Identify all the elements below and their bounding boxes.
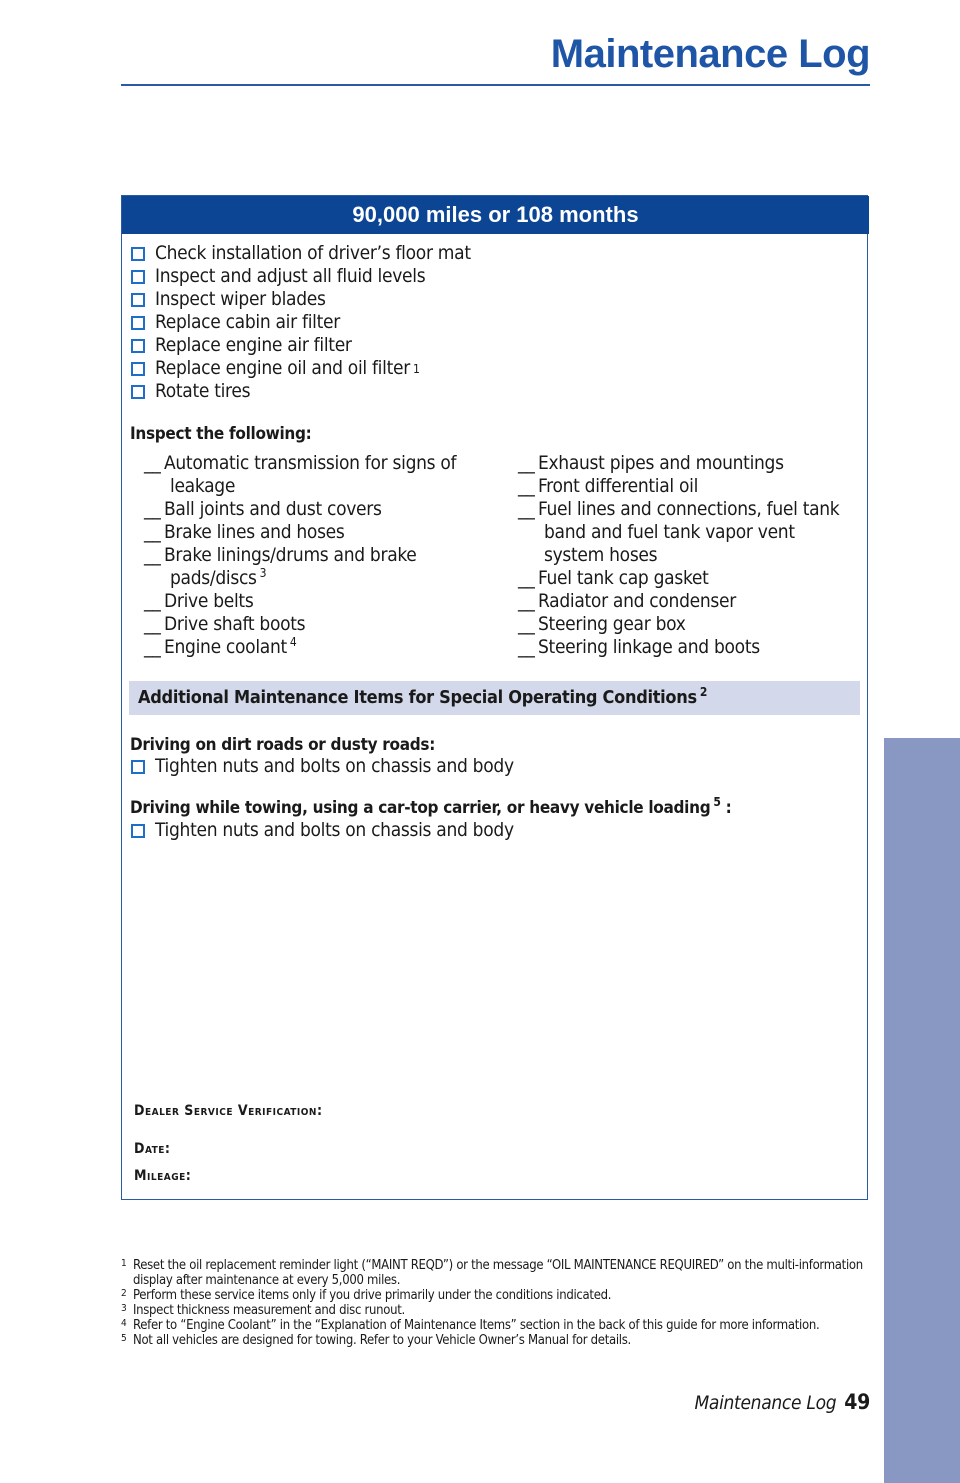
page-footer [694, 1390, 870, 1414]
inspect-item: __ Exhaust pipes and mountings [518, 452, 784, 474]
checkbox[interactable] [131, 824, 145, 838]
title-divider [121, 84, 870, 86]
inspect-item: __ Drive belts [144, 590, 254, 612]
inspect-item: __ Steering gear box [518, 613, 686, 635]
checkbox[interactable] [131, 293, 145, 307]
inspect-item: __ Ball joints and dust covers [144, 498, 382, 520]
dirt-roads-heading: Driving on dirt roads or dusty roads: [130, 735, 436, 755]
checkbox[interactable] [131, 362, 145, 376]
checklist-item: Replace cabin air filter [131, 311, 471, 334]
special-conditions-heading: Additional Maintenance Items for Special Operating Conditions $^2$ [129, 681, 860, 715]
checkbox[interactable] [131, 270, 145, 284]
inspect-item: __ Brake lines and hoses [144, 521, 345, 543]
page-number: 49 [844, 1390, 870, 1414]
checkbox[interactable] [131, 339, 145, 353]
inspect-item: __ Automatic transmission for signs of leakage [144, 452, 457, 497]
maintenance-log-box [121, 195, 868, 1200]
checklist-item: Replace engine air filter [131, 334, 471, 357]
dealer-verification-label: Dealer Service Verification: [134, 1103, 323, 1119]
date-label: Date: [134, 1141, 171, 1157]
checklist-item: Tighten nuts and bolts on chassis and body [131, 755, 514, 778]
checklist-item: Rotate tires [131, 380, 471, 403]
inspect-list-left [130, 452, 490, 659]
checklist-item: Replace engine oil and oil filter 1 [131, 357, 471, 380]
inspect-heading: Inspect the following: [130, 424, 312, 444]
footnotes [121, 1258, 866, 1348]
footnote: 1 Reset the oil replacement reminder light (“MAINT REQD”) or the message “OIL MAINTENANCE REQUIRED” on the multi-information display after maintenance at every 5,000 miles. [121, 1258, 863, 1288]
checklist-item: Tighten nuts and bolts on chassis and body [131, 819, 514, 842]
footnote: 3 Inspect thickness measurement and disc runout. [121, 1303, 405, 1318]
footnote-ref: 4 [289, 634, 297, 649]
mileage-label: Mileage: [134, 1168, 192, 1184]
inspect-item: __ Fuel lines and connections, fuel tank band and fuel tank vapor vent system hoses [518, 498, 840, 566]
inspect-item: __ Drive shaft boots [144, 613, 306, 635]
footnote: 2 Perform these service items only if you drive primarily under the conditions indicated. [121, 1288, 612, 1303]
interval-header: 90,000 miles or 108 months [122, 196, 869, 234]
page-title: Maintenance Log [550, 32, 870, 76]
footnote-ref: 3 [259, 565, 267, 580]
service-checklist [131, 242, 471, 403]
inspect-item: __ Fuel tank cap gasket [518, 567, 709, 589]
inspect-item: __ Brake linings/drums and brake pads/discs $^3$ [144, 544, 417, 589]
footnote-ref: 5 [713, 795, 721, 810]
checkbox[interactable] [131, 760, 145, 774]
side-tab-label: MAINTENANCE [777, 906, 808, 1121]
checklist-item: Inspect and adjust all fluid levels [131, 265, 471, 288]
inspect-item: __ Radiator and condenser [518, 590, 736, 612]
checklist-item: Check installation of driver’s floor mat [131, 242, 471, 265]
towing-heading: Driving while towing, using a car-top carrier, or heavy vehicle loading $^5$ : [130, 795, 732, 818]
inspect-item: __ Engine coolant $^4$ [144, 634, 297, 658]
footnote-ref: 2 [699, 685, 708, 699]
footnote: 5 Not all vehicles are designed for towing. Refer to your Vehicle Owner’s Manual for details. [121, 1333, 631, 1348]
inspect-item: __ Front differential oil [518, 475, 699, 497]
inspect-item: __ Steering linkage and boots [518, 636, 760, 658]
inspect-list-right [504, 452, 859, 659]
footer-label: Maintenance Log [694, 1392, 837, 1414]
checklist-item: Inspect wiper blades [131, 288, 471, 311]
checkbox[interactable] [131, 247, 145, 261]
checkbox[interactable] [131, 316, 145, 330]
checkbox[interactable] [131, 385, 145, 399]
footnote: 4 Refer to “Engine Coolant” in the “Explanation of Maintenance Items” section in the back of this guide for more information. [121, 1318, 820, 1333]
